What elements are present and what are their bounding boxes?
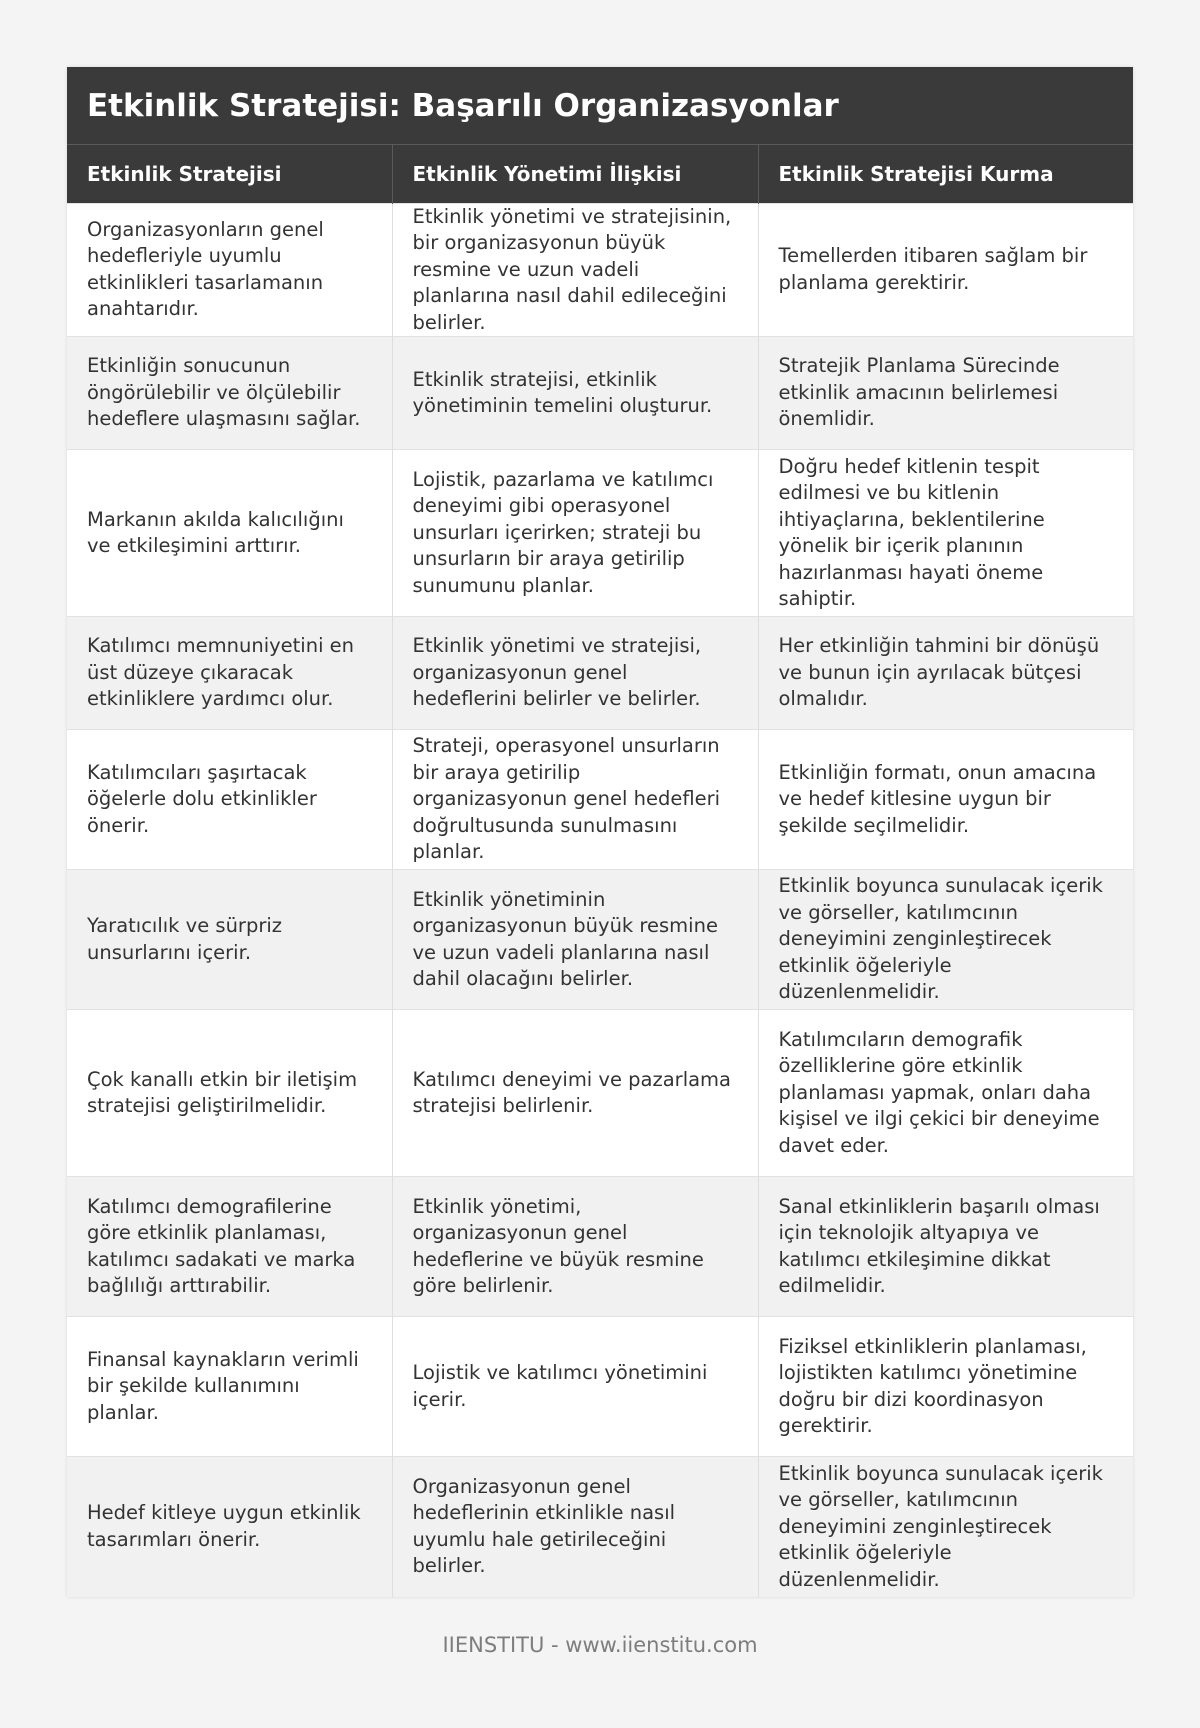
column-header-strategy: Etkinlik Stratejisi: [67, 145, 392, 203]
table-cell: Organizasyonların genel hedefleriyle uyumlu etkinlikleri tasarlamanın anahtarıdır.: [67, 203, 392, 337]
table-cell: Çok kanallı etkin bir iletişim stratejisi geliştirilmelidir.: [67, 1010, 392, 1177]
column-header-management-relation: Etkinlik Yönetimi İlişkisi: [392, 145, 758, 203]
table-cell: Katılımcıların demografik özelliklerine göre etkinlik planlaması yapmak, onları daha kişisel ve ilgi çekici bir deneyime davet eder.: [758, 1010, 1133, 1177]
table-cell: Finansal kaynakların verimli bir şekilde kullanımını planlar.: [67, 1317, 392, 1457]
table-row: [67, 1010, 1133, 1177]
table-row: [67, 203, 1133, 337]
table-row: [67, 337, 1133, 450]
table-cell: Markanın akılda kalıcılığını ve etkileşimini arttırır.: [67, 450, 392, 617]
table-cell: Etkinlik yönetimi, organizasyonun genel hedeflerine ve büyük resmine göre belirlenir.: [392, 1177, 758, 1317]
table-cell: Etkinliğin formatı, onun amacına ve hedef kitlesine uygun bir şekilde seçilmelidir.: [758, 730, 1133, 870]
table-row: [67, 617, 1133, 730]
table-cell: Stratejik Planlama Sürecinde etkinlik amacının belirlemesi önemlidir.: [758, 337, 1133, 450]
table-cell: Katılımcı memnuniyetini en üst düzeye çıkaracak etkinliklere yardımcı olur.: [67, 617, 392, 730]
table-row: [67, 450, 1133, 617]
table-cell: Etkinlik yönetiminin organizasyonun büyük resmine ve uzun vadeli planlarına nasıl dahil olacağını belirler.: [392, 870, 758, 1010]
table-cell: Yaratıcılık ve sürpriz unsurlarını içerir.: [67, 870, 392, 1010]
footer-credit: IIENSTITU - www.iienstitu.com: [442, 1633, 758, 1657]
table-row: [67, 1317, 1133, 1457]
table-cell: Katılımcı deneyimi ve pazarlama stratejisi belirlenir.: [392, 1010, 758, 1177]
table-cell: Her etkinliğin tahmini bir dönüşü ve bunun için ayrılacak bütçesi olmalıdır.: [758, 617, 1133, 730]
page-title: Etkinlik Stratejisi: Başarılı Organizasyonlar: [87, 87, 839, 124]
table-cell: Strateji, operasyonel unsurların bir araya getirilip organizasyonun genel hedefleri doğrultusunda sunulmasını planlar.: [392, 730, 758, 870]
table-cell: Katılımcı demografilerine göre etkinlik planlaması, katılımcı sadakati ve marka bağlılığı arttırabilir.: [67, 1177, 392, 1317]
table-cell: Katılımcıları şaşırtacak öğelerle dolu etkinlikler önerir.: [67, 730, 392, 870]
table-cell: Etkinliğin sonucunun öngörülebilir ve ölçülebilir hedeflere ulaşmasını sağlar.: [67, 337, 392, 450]
table-cell: Etkinlik yönetimi ve stratejisinin, bir organizasyonun büyük resmine ve uzun vadeli planlarına nasıl dahil edileceğini belirler.: [392, 203, 758, 337]
table-row: [67, 1177, 1133, 1317]
table-cell: Etkinlik boyunca sunulacak içerik ve görseller, katılımcının deneyimini zenginleştirecek etkinlik öğeleriyle düzenlenmelidir.: [758, 870, 1133, 1010]
strategy-table: [67, 145, 1133, 1597]
title-bar: [67, 67, 1133, 145]
table-row: [67, 1457, 1133, 1597]
table-cell: Fiziksel etkinliklerin planlaması, lojistikten katılımcı yönetimine doğru bir dizi koordinasyon gerektirir.: [758, 1317, 1133, 1457]
column-header-building-strategy: Etkinlik Stratejisi Kurma: [758, 145, 1133, 203]
table-row: [67, 730, 1133, 870]
table-cell: Etkinlik yönetimi ve stratejisi, organizasyonun genel hedeflerini belirler ve belirler.: [392, 617, 758, 730]
table-cell: Sanal etkinliklerin başarılı olması için teknolojik altyapıya ve katılımcı etkileşimine dikkat edilmelidir.: [758, 1177, 1133, 1317]
table-cell: Lojistik, pazarlama ve katılımcı deneyimi gibi operasyonel unsurları içerirken; strateji bu unsurların bir araya getirilip sunumunu planlar.: [392, 450, 758, 617]
table-cell: Etkinlik boyunca sunulacak içerik ve görseller, katılımcının deneyimini zenginleştirecek etkinlik öğeleriyle düzenlenmelidir.: [758, 1457, 1133, 1597]
table-cell: Hedef kitleye uygun etkinlik tasarımları önerir.: [67, 1457, 392, 1597]
table-header-row: [67, 145, 1133, 203]
table-cell: Doğru hedef kitlenin tespit edilmesi ve bu kitlenin ihtiyaçlarına, beklentilerine yönelik bir içerik planının hazırlanması hayati öneme sahiptir.: [758, 450, 1133, 617]
table-row: [67, 870, 1133, 1010]
table-cell: Organizasyonun genel hedeflerinin etkinlikle nasıl uyumlu hale getirileceğini belirler.: [392, 1457, 758, 1597]
content-card: [67, 67, 1133, 1597]
table-cell: Lojistik ve katılımcı yönetimini içerir.: [392, 1317, 758, 1457]
table-cell: Temellerden itibaren sağlam bir planlama gerektirir.: [758, 203, 1133, 337]
table-cell: Etkinlik stratejisi, etkinlik yönetiminin temelini oluşturur.: [392, 337, 758, 450]
